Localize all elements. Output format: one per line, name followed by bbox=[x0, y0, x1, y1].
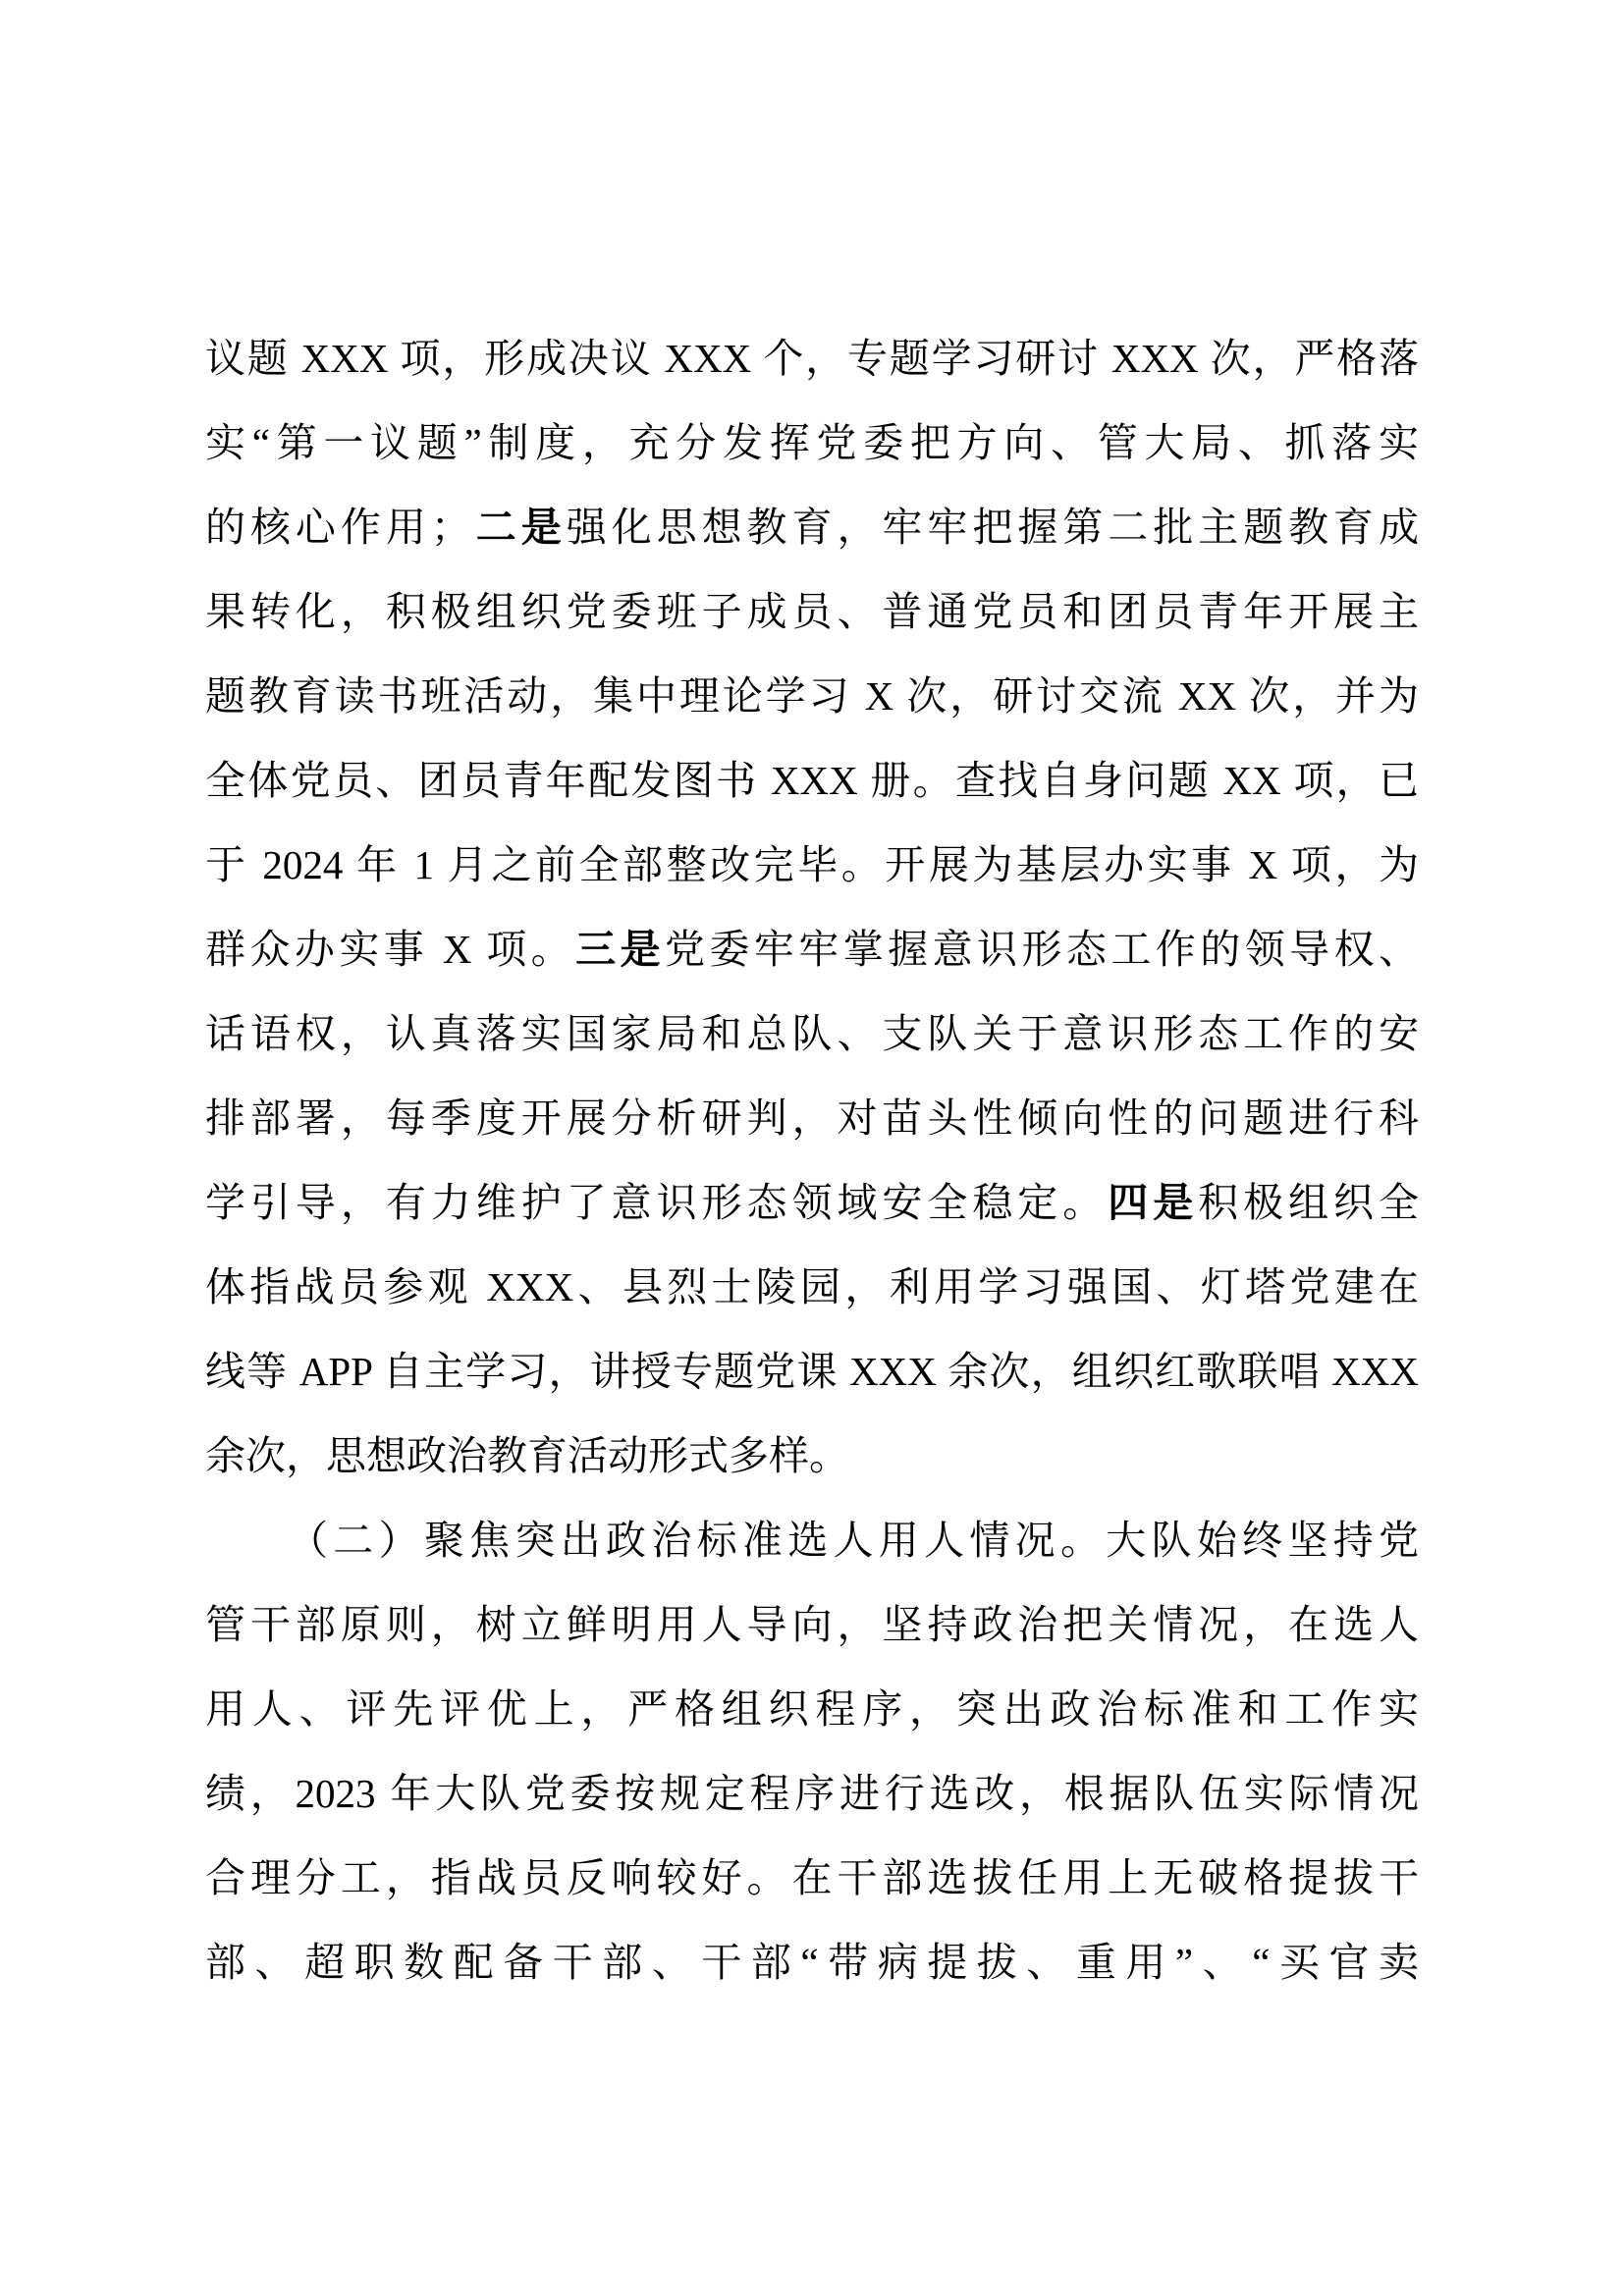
text-line bbox=[205, 991, 1419, 1076]
body-text: 群众办实事 X 项。 bbox=[205, 927, 576, 972]
body-text: 题教育读书班活动，集中理论学习 X 次，研讨交流 XX 次，并为 bbox=[205, 673, 1419, 719]
body-text: （二）聚焦突出政治标准选人用人情况。大队始终坚持党 bbox=[288, 1518, 1419, 1563]
body-text: 学引导，有力维护了意识形态领域安全稳定。 bbox=[205, 1180, 1109, 1225]
text-line bbox=[205, 1751, 1419, 1836]
text-line bbox=[205, 1076, 1419, 1160]
text-line bbox=[205, 1329, 1419, 1414]
body-text: 绩，2023 年大队党委按规定程序进行选改，根据队伍实际情况 bbox=[205, 1771, 1419, 1816]
body-text: 实“第一议题”制度，充分发挥党委把方向、管大局、抓落实 bbox=[205, 420, 1419, 465]
body-text: 用人、评先评优上，严格组织程序，突出政治标准和工作实 bbox=[205, 1686, 1419, 1732]
body-text: 议题 XXX 项，形成决议 XXX 个，专题学习研讨 XXX 次，严格落 bbox=[205, 336, 1419, 381]
body-text: 部、超职数配备干部、干部“带病提拔、重用”、“买官卖 bbox=[205, 1940, 1419, 1985]
body-text: 合理分工，指战员反响较好。在干部选拔任用上无破格提拔干 bbox=[205, 1855, 1419, 1900]
text-line bbox=[205, 1414, 1419, 1498]
body-text: 话语权，认真落实国家局和总队、支队关于意识形态工作的安 bbox=[205, 1011, 1419, 1056]
body-text: 积极组织全 bbox=[1198, 1180, 1419, 1225]
text-line bbox=[205, 1245, 1419, 1329]
text-line bbox=[205, 1160, 1419, 1245]
text-line bbox=[205, 400, 1419, 485]
body-text: 排部署，每季度开展分析研判，对苗头性倾向性的问题进行科 bbox=[205, 1095, 1419, 1141]
text-line bbox=[205, 823, 1419, 907]
body-text: 党委牢牢掌握意识形态工作的领导权、 bbox=[664, 927, 1419, 972]
body-text: 全体党员、团员青年配发图书 XXX 册。查找自身问题 XX 项，已 bbox=[205, 758, 1419, 803]
text-line bbox=[205, 485, 1419, 569]
text-line bbox=[205, 316, 1419, 400]
body-text: 余次，思想政治教育活动形式多样。 bbox=[205, 1433, 849, 1478]
text-line bbox=[205, 1836, 1419, 1920]
text-block bbox=[205, 316, 1419, 2004]
text-line bbox=[205, 907, 1419, 991]
text-line bbox=[205, 1920, 1419, 2004]
text-line bbox=[205, 1498, 1419, 1582]
emphasis-text: 三是 bbox=[575, 927, 665, 972]
body-text: 于 2024 年 1 月之前全部整改完毕。开展为基层办实事 X 项，为 bbox=[205, 842, 1419, 887]
body-text: 果转化，积极组织党委班子成员、普通党员和团员青年开展主 bbox=[205, 589, 1419, 634]
body-text: 线等 APP 自主学习，讲授专题党课 XXX 余次，组织红歌联唱 XXX bbox=[205, 1349, 1419, 1394]
text-line bbox=[205, 1582, 1419, 1667]
text-line bbox=[205, 738, 1419, 823]
text-line bbox=[205, 1667, 1419, 1751]
body-text: 的核心作用； bbox=[205, 505, 471, 550]
emphasis-text: 四是 bbox=[1108, 1180, 1199, 1225]
emphasis-text: 二是 bbox=[470, 505, 567, 550]
body-text: 强化思想教育，牢牢把握第二批主题教育成 bbox=[566, 505, 1419, 550]
body-text: 体指战员参观 XXX、县烈士陵园，利用学习强国、灯塔党建在 bbox=[205, 1264, 1419, 1309]
text-line bbox=[205, 654, 1419, 738]
body-text: 管干部原则，树立鲜明用人导向，坚持政治把关情况，在选人 bbox=[205, 1602, 1419, 1647]
text-line bbox=[205, 569, 1419, 654]
